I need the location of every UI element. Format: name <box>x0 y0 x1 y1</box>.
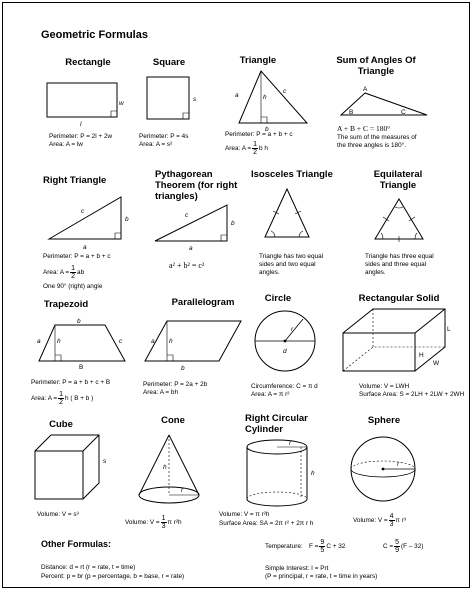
rectangle-title: Rectangle <box>65 57 111 68</box>
trapezoid-area-suffix: h ( B + b ) <box>65 394 94 402</box>
triangle-figure <box>233 67 313 133</box>
sphere-figure <box>341 429 431 509</box>
interest-formula: Simple Interest: I = Prt <box>265 565 329 572</box>
angles-equation: A + B + C = 180° <box>337 124 391 133</box>
cone-volume-fraction <box>161 515 167 530</box>
pythagorean-title: Pythagorean Theorem (for right triangles) <box>155 169 238 202</box>
temp-f-suffix: C + 32 <box>326 542 346 550</box>
sphere-volume <box>353 513 406 528</box>
pythagorean-c-label: c <box>185 212 189 219</box>
cone-volume-prefix: Volume: V = <box>125 518 160 526</box>
solid-L-label: L <box>447 326 451 333</box>
distance-formula: Distance: d = rt (r = rate, t = time) <box>41 564 136 571</box>
triangle-perimeter: Perimeter: P = a + b + c <box>225 131 293 138</box>
cone-figure <box>131 429 221 509</box>
right-b-label: b <box>125 216 129 223</box>
temperature-f-formula <box>309 539 345 554</box>
triangle-area <box>225 141 268 156</box>
trapezoid-b-label: b <box>77 318 81 325</box>
circle-title: Circle <box>264 293 292 304</box>
rectangle-l-label: l <box>80 121 82 128</box>
right-angle-note: One 90° (right) angle <box>43 283 103 290</box>
isosceles-desc-1: Triangle has two equal <box>259 253 324 260</box>
solid-H-label: H <box>419 352 424 359</box>
right-area-prefix: Area: A = <box>43 268 70 276</box>
rectangle-w-label: w <box>119 100 124 107</box>
pythagorean-a-label: a <box>189 245 193 252</box>
parallelogram-a-label: a <box>151 338 155 345</box>
sphere-title: Sphere <box>367 415 401 426</box>
formula-sheet <box>2 2 470 588</box>
angle-A-label: A <box>363 86 368 93</box>
right-area-suffix: ab <box>77 268 85 276</box>
square-perimeter: Perimeter: P = 4s <box>139 133 189 140</box>
cylinder-figure <box>239 437 329 517</box>
cylinder-r-label: r <box>289 440 292 447</box>
angles-figure <box>337 86 437 121</box>
temp-c-fraction <box>394 539 400 554</box>
angle-C-label: C <box>401 109 406 116</box>
temp-c-prefix: C = <box>383 542 394 550</box>
circle-d-label: d <box>283 348 287 355</box>
circle-area: Area: A = π r² <box>251 391 290 398</box>
temp-c-suffix: (F – 32) <box>401 542 424 550</box>
square-title: Square <box>152 57 186 68</box>
triangle-title: Triangle <box>239 55 277 66</box>
trapezoid-c-label: c <box>119 338 123 345</box>
trapezoid-area-prefix: Area: A = <box>31 394 58 402</box>
angles-desc-2: the three angles is 180°. <box>337 142 406 149</box>
equilateral-desc-3: angles. <box>365 269 386 276</box>
right-area-fraction <box>70 265 76 280</box>
right-area-den: 2 <box>71 273 76 280</box>
trapezoid-figure <box>33 315 133 373</box>
isosceles-figure <box>261 185 321 245</box>
solid-volume: Volume: V = LWH <box>359 383 410 390</box>
parallelogram-area: Area: A = bh <box>143 389 178 396</box>
cube-figure <box>31 431 111 507</box>
triangle-h-label: h <box>263 94 267 101</box>
temp-f-den: 5 <box>320 547 325 554</box>
trapezoid-area-fraction <box>58 391 64 406</box>
parallelogram-perimeter: Perimeter: P = 2a + 2b <box>143 381 208 388</box>
trapezoid-title: Trapezoid <box>43 299 89 310</box>
solid-surface: Surface Area: S = 2LH + 2LW + 2WH <box>359 391 465 398</box>
sphere-volume-suffix: π r³ <box>395 516 406 524</box>
trapezoid-area <box>31 391 93 406</box>
isosceles-title: Isosceles Triangle <box>251 169 333 180</box>
rectangle-area: Area: A = lw <box>49 141 83 148</box>
trapezoid-a-label: a <box>37 338 41 345</box>
cone-volume-num: 1 <box>161 515 166 522</box>
circle-r-label: r <box>291 326 294 333</box>
equilateral-desc-2: sides and three equal <box>365 261 427 268</box>
other-formulas-title: Other Formulas: <box>41 539 112 549</box>
temp-f-num: 9 <box>320 539 325 546</box>
equilateral-figure <box>371 195 431 245</box>
angles-desc-1: The sum of the measures of <box>337 134 417 141</box>
angles-title: Sum of Angles Of Triangle <box>336 55 416 77</box>
cylinder-h-label: h <box>311 470 315 477</box>
solid-W-label: W <box>433 360 440 367</box>
triangle-a-label: a <box>235 92 239 99</box>
triangle-area-prefix: Area: A = <box>225 144 252 152</box>
percent-formula: Percent: p = br (p = percentage, b = base, r = rate) <box>41 573 185 580</box>
pythagorean-figure <box>151 201 241 251</box>
cone-h-label: h <box>163 464 167 471</box>
trapezoid-area-num: 1 <box>59 391 64 398</box>
equilateral-desc-1: Triangle has three equal <box>365 253 434 260</box>
cube-s-label: s <box>103 458 107 465</box>
right-area <box>43 265 84 280</box>
sphere-volume-num: 4 <box>389 513 394 520</box>
parallelogram-h-label: h <box>169 338 173 345</box>
right-perimeter: Perimeter: P = a + b + c <box>43 253 111 260</box>
sphere-volume-den: 3 <box>389 521 394 528</box>
right-triangle-title: Right Triangle <box>43 175 107 186</box>
pythagorean-equation: a² + b² = c² <box>169 261 205 270</box>
triangle-area-suffix: b h <box>259 144 268 152</box>
square-figure <box>145 75 205 125</box>
temperature-label: Temperature: <box>265 543 303 550</box>
right-triangle-figure <box>45 193 135 249</box>
rectangle-perimeter: Perimeter: P = 2l + 2w <box>49 133 113 140</box>
cylinder-volume: Volume: V = π r²h <box>219 511 270 518</box>
interest-desc: (P = principal, r = rate, t = time in years) <box>265 573 378 580</box>
page-title: Geometric Formulas <box>41 29 148 41</box>
cone-r-label: r <box>181 487 184 494</box>
temp-c-num: 5 <box>395 539 400 546</box>
cube-volume: Volume: V = s³ <box>37 511 79 518</box>
cylinder-title: Right Circular Cylinder <box>245 413 308 435</box>
sphere-r-label: r <box>397 461 400 468</box>
triangle-area-den: 2 <box>253 149 258 156</box>
cone-volume-suffix: π r²h <box>167 518 182 526</box>
circle-figure <box>251 307 321 377</box>
cone-volume <box>125 515 182 530</box>
equilateral-title: Equilateral Triangle <box>373 169 423 191</box>
right-a-label: a <box>83 244 87 251</box>
cube-title: Cube <box>49 419 73 430</box>
temp-f-prefix: F = <box>309 542 319 550</box>
rectangle-figure <box>43 79 123 127</box>
sphere-volume-fraction <box>389 513 395 528</box>
cone-title: Cone <box>161 415 185 426</box>
cylinder-surface: Surface Area: SA = 2π r² + 2π r h <box>219 520 314 527</box>
trapezoid-perimeter: Perimeter: P = a + b + c + B <box>31 379 111 386</box>
trapezoid-h-label: h <box>57 338 61 345</box>
angle-B-label: B <box>349 109 354 116</box>
square-s-label: s <box>193 96 197 103</box>
parallelogram-b-label: b <box>181 365 185 372</box>
temp-f-fraction <box>319 539 325 554</box>
square-area: Area: A = s² <box>139 141 173 148</box>
trapezoid-B-label: B <box>79 364 84 371</box>
triangle-area-num: 1 <box>253 141 258 148</box>
parallelogram-title: Parallelogram <box>171 297 235 308</box>
temperature-c-formula <box>383 539 423 554</box>
isosceles-desc-3: angles. <box>259 269 280 276</box>
solid-figure <box>337 305 457 381</box>
cone-volume-den: 3 <box>161 523 166 530</box>
right-area-num: 1 <box>71 265 76 272</box>
triangle-b-label: b <box>265 126 269 133</box>
right-c-label: c <box>81 208 85 215</box>
parallelogram-figure <box>143 315 253 375</box>
sphere-volume-prefix: Volume: V = <box>353 516 388 524</box>
triangle-c-label: c <box>283 88 287 95</box>
trapezoid-area-den: 2 <box>59 399 64 406</box>
isosceles-desc-2: sides and two equal <box>259 261 316 268</box>
temp-c-den: 9 <box>395 547 400 554</box>
pythagorean-b-label: b <box>231 220 235 227</box>
circle-circumference: Circumference: C = π d <box>251 383 318 390</box>
triangle-area-fraction <box>252 141 258 156</box>
solid-title: Rectangular Solid <box>358 293 440 304</box>
